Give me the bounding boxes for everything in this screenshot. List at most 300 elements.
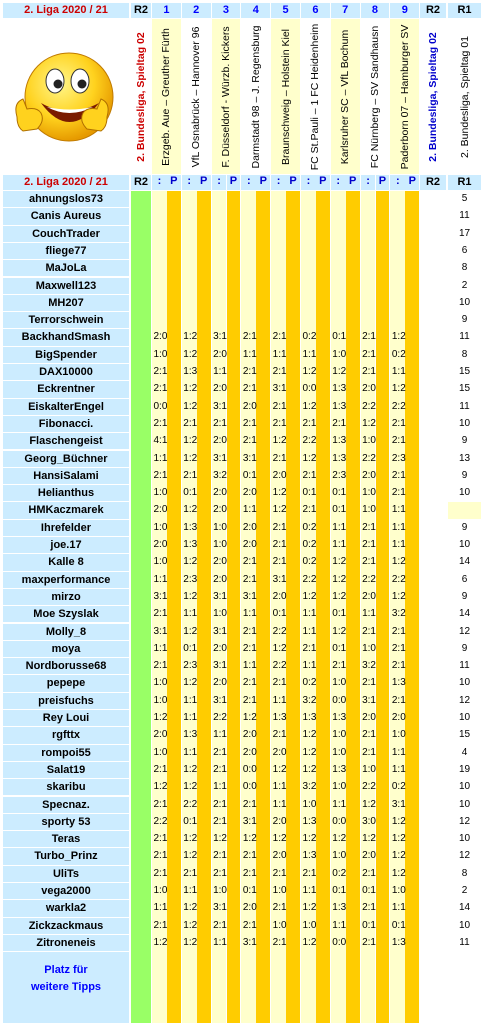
header-col-4: 4 [241,3,270,18]
match-8-label: FC Nürnberg – SV Sandhausn [368,25,381,168]
table-row-name[interactable]: Salat19 [3,762,129,778]
table-row-name[interactable]: sporty 53 [3,814,129,830]
tip-cell [388,191,409,207]
tip-cell: 2:1 [242,366,257,377]
table-row-name[interactable]: rgfttx [3,727,129,743]
r1-value: 10 [458,781,471,793]
match-3-label: F. Düsseldorf - Würzb. Kickers [219,25,232,168]
tip-cell: 2:0 [272,815,287,827]
tip-cell [239,191,260,207]
tip-cell: 1:2 [183,625,198,637]
table-row-name[interactable]: Kalle 8 [3,554,129,570]
table-row-name[interactable]: Moe Szyslak [3,606,129,622]
tip-cell: 1:2 [332,625,347,637]
table-row-name[interactable]: Zickzackmaus [3,918,129,934]
tip-cell [329,260,350,276]
match-3 [212,19,241,174]
tip-cell: 1:1 [183,885,198,896]
table-row-name[interactable]: warkla2 [3,900,129,916]
tip-cell: 2:0 [272,469,287,481]
tip-cell: 1:2 [302,833,317,845]
table-row-name[interactable]: maxperformance [3,572,129,588]
match-9 [390,19,419,174]
tip-cell [359,295,380,311]
tip-cell: 3:1 [242,936,257,948]
tip-cell [180,243,201,259]
tip-cell: 1:0 [362,642,376,654]
tip-cell [180,260,201,276]
tip-cell: 2:0 [242,746,257,758]
match-5 [271,19,300,174]
tip-cell [180,295,201,311]
thumbs-up-smiley-icon [3,19,129,174]
tip-cell: 0:1 [332,608,347,620]
tip-cell: 2:2 [302,435,317,447]
tip-cell [359,243,380,259]
tip-cell [239,295,260,311]
table-row-name[interactable]: DAX10000 [3,364,129,380]
r1-value: 5 [461,193,468,204]
tip-cell: 3:1 [213,625,227,637]
r1-value: 10 [458,539,471,550]
tip-cell [210,278,231,294]
tip-cell: 0:2 [391,348,406,360]
tip-cell: 1:2 [332,833,347,845]
tip-cell: 1:1 [302,608,317,620]
r1-value: 11 [459,400,470,412]
tip-cell: 2:1 [362,729,376,741]
table-row-name[interactable]: HansiSalami [3,468,129,484]
match-5-label: Braunschweig – Holstein Kiel [279,28,292,165]
r1-value: 9 [461,642,468,654]
tip-cell: 2:1 [242,435,257,447]
tip-cell: 2:0 [362,383,376,395]
r1-value: 12 [458,625,471,637]
table-row-name[interactable]: Specnaz. [3,797,129,813]
tip-cell [269,278,290,294]
tip-cell: 2:0 [213,556,227,568]
spieltag-r1-label: 2. Bundesliga, Spieltag 01 [458,35,471,158]
tip-cell: 0:1 [391,919,406,931]
tip-cell: 3:2 [391,608,406,620]
r1-value: 2 [461,885,468,896]
tip-cell: 2:1 [242,625,257,637]
tip-cell [269,243,290,259]
tip-cell: 2:1 [242,383,257,395]
table-row-name[interactable]: Molly_8 [3,624,129,640]
tip-cell [269,312,290,328]
tip-cell: 2:0 [213,487,227,499]
table-row-name[interactable]: Terrorschwein [3,312,129,328]
tip-cell: 3:1 [213,694,227,706]
match-7 [331,19,360,174]
tip-cell: 2:0 [362,850,376,862]
tip-cell: 3:1 [391,798,406,810]
tip-cell: 2:1 [391,694,406,706]
tip-cell [210,243,231,259]
tip-cell: 0:0 [153,400,168,412]
table-row-name[interactable]: MaJoLa [3,260,129,276]
header-col-2: 2 [182,3,211,18]
table-row-name[interactable]: Nordborusse68 [3,658,129,674]
table-row-name[interactable]: Flaschengeist [3,433,129,449]
tip-cell: 1:1 [183,712,198,723]
table-row-name[interactable]: CouchTrader [3,226,129,242]
tip-cell: 1:2 [391,331,406,343]
r1-value: 11 [459,210,470,222]
tip-cell [299,243,320,259]
tip-cell: 1:0 [213,521,227,533]
tip-cell: 2:1 [183,417,198,429]
r1-value: 4 [461,746,468,758]
tip-cell: 1:2 [183,435,198,447]
tip-cell [299,226,320,242]
r1-value: 9 [461,590,468,602]
r1-value: 15 [458,366,471,377]
tip-cell: 2:1 [391,642,406,654]
r1-value: 15 [458,383,471,395]
tip-cell [150,243,171,259]
tip-cell: 1:0 [153,521,168,533]
table-row-name[interactable]: vega2000 [3,883,129,899]
table-row-name[interactable]: EiskalterEngel [3,399,129,415]
tip-cell: 2:1 [391,625,406,637]
tip-cell: 2:0 [213,573,227,585]
tip-cell [210,226,231,242]
table-row-name[interactable]: Fibonacci. [3,416,129,432]
table-row-name[interactable]: skaribu [3,779,129,795]
tip-cell: 2:1 [362,746,376,758]
tip-cell: 2:1 [272,867,287,879]
table-row-name[interactable]: pepepe [3,675,129,691]
table-row-name[interactable]: Georg_Büchner [3,451,129,467]
tip-cell [359,260,380,276]
r1-value: 9 [461,435,468,447]
tip-cell: 2:2 [213,712,227,723]
tip-cell: 2:1 [242,798,257,810]
subheader-p-6: P [316,175,330,190]
r1-value: 6 [461,244,468,256]
tip-cell: 2:1 [242,642,257,654]
tip-cell [299,208,320,224]
tip-cell: 1:3 [272,712,287,723]
tip-cell [210,191,231,207]
tip-cell: 2:0 [153,504,168,516]
table-row-name[interactable]: preisfuchs [3,693,129,709]
tip-cell: 2:1 [242,556,257,568]
tip-cell [359,208,380,224]
subheader-p-4: P [256,175,270,190]
table-row-name[interactable]: Turbo_Prinz [3,848,129,864]
table-row-name[interactable]: mirzo [3,589,129,605]
tip-cell: 1:2 [183,556,198,568]
tip-cell [210,295,231,311]
tip-cell: 2:1 [153,383,168,395]
tip-cell: 1:0 [332,781,347,793]
header-r1: R1 [448,3,481,18]
subheader-p-2: P [197,175,211,190]
subheader-colon-9: : [390,175,405,190]
tip-cell: 4:1 [153,435,168,447]
table-row-name[interactable]: Rey Loui [3,710,129,726]
tip-cell [180,226,201,242]
tip-cell [388,295,409,311]
tip-cell: 0:2 [302,331,317,343]
tip-cell: 2:0 [272,850,287,862]
tip-cell: 2:2 [362,573,376,585]
r1-value: 12 [458,815,471,827]
tip-cell: 2:0 [153,331,168,343]
table-row-name[interactable]: Ihrefelder [3,520,129,536]
tip-cell: 2:1 [362,556,376,568]
tip-cell: 2:1 [213,763,227,775]
tip-cell: 0:2 [302,556,317,568]
tip-cell: 1:1 [391,366,406,377]
subheader-p-8: P [376,175,390,190]
tip-cell: 1:1 [183,694,198,706]
table-row-name[interactable]: joe.17 [3,537,129,553]
tip-cell: 3:1 [213,331,227,343]
header-title: 2. Liga 2020 / 21 [3,3,129,18]
table-row-name[interactable]: Zitroneneis [3,935,129,951]
tip-cell: 1:2 [302,452,317,464]
tip-cell: 2:1 [391,660,406,672]
tip-cell [299,260,320,276]
tip-cell: 3:1 [272,383,287,395]
tip-cell [239,260,260,276]
tip-cell: 2:1 [213,850,227,862]
tip-cell: 3:1 [153,625,168,637]
table-row-name[interactable]: BackhandSmash [3,329,129,345]
tip-cell: 2:1 [213,919,227,931]
spieltag-left-label: 2. Bundesliga, Spieltag 02 [135,31,147,162]
tip-cell [359,278,380,294]
tip-cell: 2:1 [362,539,376,550]
tip-cell: 1:2 [183,331,198,343]
tip-cell: 3:1 [213,660,227,672]
tip-cell: 1:3 [332,902,347,914]
table-row-name[interactable]: Eckrentner [3,381,129,397]
table-row-name[interactable]: MH207 [3,295,129,311]
tip-cell: 1:2 [391,867,406,879]
tip-cell: 3:1 [242,452,257,464]
tip-cell: 1:2 [302,746,317,758]
subheader-colon-4: : [241,175,256,190]
spieltag-r1 [448,19,481,174]
tip-cell: 1:2 [183,902,198,914]
tip-cell [210,312,231,328]
match-1-label: Erzgeb. Aue – Greuther Fürth [160,27,173,166]
match-9-label: Paderborn 07 – Hamburger SV [398,24,411,169]
footer-cell [3,952,129,1023]
tip-cell: 1:1 [332,919,347,931]
tip-cell [180,191,201,207]
r1-value: 10 [458,296,471,308]
table-row-name[interactable]: moya [3,641,129,657]
match-6-label: FC St.Pauli – 1 FC Heidenheim [309,23,322,170]
tip-cell: 1:0 [391,885,406,896]
tip-cell: 2:0 [213,435,227,447]
table-row-name[interactable]: BigSpender [3,347,129,363]
tip-cell: 2:0 [242,487,257,499]
r1-value: 12 [458,694,471,706]
tip-cell: 0:0 [242,781,257,793]
match-2-label: VfL Osnabrück – Hannover 96 [190,26,203,167]
r1-value: 11 [459,331,470,343]
tip-cell: 1:3 [183,521,198,533]
tip-cell: 1:2 [391,850,406,862]
tip-cell: 3:1 [272,573,287,585]
tip-cell: 2:1 [153,608,168,620]
tip-cell: 1:2 [332,590,347,602]
table-row-name[interactable]: HMKaczmarek [3,502,129,518]
tip-cell: 2:3 [183,660,198,672]
tip-cell: 0:1 [332,642,347,654]
r1-value: 9 [461,521,468,533]
tip-cell: 2:1 [391,469,406,481]
subheader-colon-6: : [301,175,316,190]
tip-cell: 1:0 [362,504,376,516]
tip-cell: 1:1 [391,539,406,550]
smiley-cell [3,19,129,174]
tip-cell: 1:2 [183,400,198,412]
table-row-name[interactable]: fliege77 [3,243,129,259]
tip-cell [239,226,260,242]
tip-cell: 2:2 [362,400,376,412]
subheader-colon-2: : [182,175,197,190]
spieltag-left [131,19,151,174]
header-col-7: 7 [331,3,360,18]
tip-cell: 0:1 [332,504,347,516]
tip-cell: 0:1 [332,487,347,499]
tip-cell: 0:2 [302,539,317,550]
tip-cell: 1:1 [213,366,227,377]
match-4 [241,19,270,174]
r1-value: 8 [461,348,468,360]
r1-value: 2 [461,279,468,291]
tip-cell: 1:2 [183,781,198,793]
tip-cell: 1:1 [302,625,317,637]
tip-cell: 1:3 [332,712,347,723]
tip-cell: 0:1 [183,815,198,827]
tip-cell: 2:1 [302,504,317,516]
tip-cell: 1:2 [242,712,257,723]
tip-cell: 2:1 [272,452,287,464]
match-8 [361,19,390,174]
tip-cell: 3:1 [362,694,376,706]
subheader-p-1: P [167,175,181,190]
tip-cell: 1:3 [391,677,406,689]
tip-cell: 2:1 [272,400,287,412]
tip-cell: 2:1 [272,677,287,689]
tip-cell: 2:1 [272,729,287,741]
tip-cell: 1:2 [183,936,198,948]
tip-cell: 1:1 [183,608,198,620]
tip-cell: 2:0 [242,400,257,412]
subheader-colon-7: : [331,175,346,190]
r1-value: 13 [458,452,471,464]
tip-cell: 1:1 [242,348,257,360]
tip-cell: 1:0 [153,487,168,499]
table-row-name[interactable]: Helianthus [3,485,129,501]
tip-cell: 1:1 [391,746,406,758]
match-6 [301,19,330,174]
tip-cell: 1:2 [272,435,287,447]
tip-cell [210,208,231,224]
tip-cell: 1:3 [391,936,406,948]
tip-cell [299,295,320,311]
tip-cell: 2:2 [153,815,168,827]
tip-cell: 1:3 [302,850,317,862]
tip-cell: 1:0 [153,885,168,896]
tip-cell: 1:2 [391,383,406,395]
tip-cell: 1:0 [391,729,406,741]
tip-cell: 1:2 [332,366,347,377]
tip-cell: 2:2 [183,798,198,810]
tip-cell: 2:1 [242,417,257,429]
tip-cell: 1:1 [332,521,347,533]
table-row-name[interactable]: ahnungslos73 [3,191,129,207]
tip-cell: 2:1 [391,487,406,499]
tip-cell: 1:0 [302,798,317,810]
tip-cell: 2:1 [272,331,287,343]
tip-cell: 3:1 [213,452,227,464]
table-row-name[interactable]: UliTs [3,866,129,882]
tip-cell: 1:2 [332,556,347,568]
tip-cell: 2:0 [272,746,287,758]
header-col-8: 8 [361,3,390,18]
tip-cell: 0:0 [242,763,257,775]
tip-cell: 2:2 [272,625,287,637]
tip-cell [150,260,171,276]
tip-cell: 0:1 [362,919,376,931]
tip-cell [359,312,380,328]
header-r2-right: R2 [420,3,446,18]
tip-cell: 2:2 [302,573,317,585]
tip-cell: 1:2 [391,556,406,568]
tip-cell: 2:2 [272,660,287,672]
tip-cell: 3:1 [153,590,168,602]
tip-cell [329,295,350,311]
tip-cell [180,312,201,328]
tip-cell: 1:1 [213,781,227,793]
tip-cell: 2:1 [242,919,257,931]
tip-cell: 1:2 [153,936,168,948]
table-row-name[interactable]: Maxwell123 [3,278,129,294]
r1-value: 9 [461,314,468,326]
tip-table [3,3,481,1023]
tip-cell [359,191,380,207]
tip-cell: 2:2 [391,400,406,412]
spieltag-r2 [420,19,446,174]
table-row-name[interactable]: rompoi55 [3,745,129,761]
tip-cell: 1:2 [302,366,317,377]
table-row-name[interactable]: Canis Aureus [3,208,129,224]
table-row-name[interactable]: Teras [3,831,129,847]
tip-cell: 2:3 [183,573,198,585]
subheader-colon-5: : [271,175,286,190]
tip-cell: 3:1 [242,815,257,827]
tip-cell: 2:1 [302,417,317,429]
tip-cell: 1:2 [213,833,227,845]
tip-cell: 2:3 [391,452,406,464]
r1-value: 10 [458,833,471,845]
tip-cell: 1:2 [183,850,198,862]
tip-cell: 1:0 [362,487,376,499]
tip-cell: 2:1 [302,867,317,879]
subheader-colon-3: : [212,175,227,190]
tip-cell: 1:2 [183,833,198,845]
